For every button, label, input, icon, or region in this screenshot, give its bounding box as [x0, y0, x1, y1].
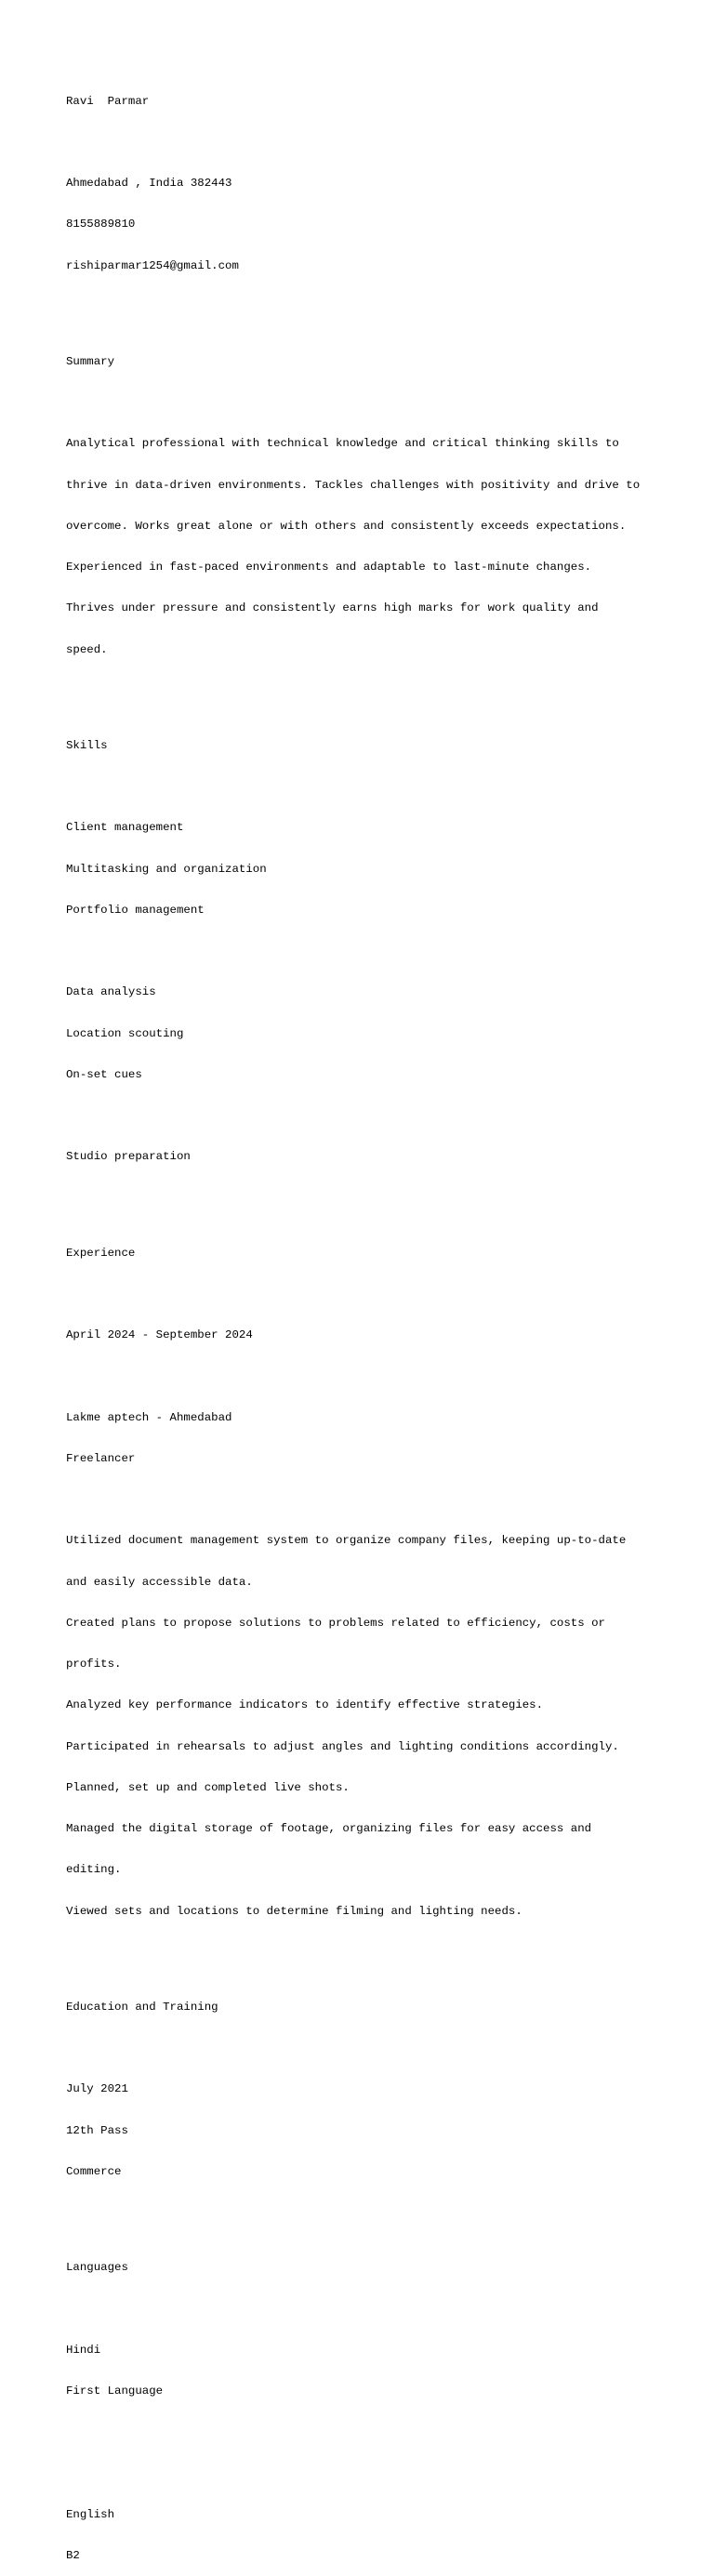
spacer	[66, 300, 680, 314]
education-level: 12th Pass	[66, 2123, 128, 2137]
language-level: B2	[66, 2548, 80, 2562]
address: Ahmedabad , India 382443	[66, 177, 232, 190]
spacer	[66, 2425, 680, 2439]
spacer	[66, 1109, 680, 1123]
spacer	[66, 2206, 680, 2220]
experience-line: and easily accessible data.	[66, 1575, 253, 1589]
language-level: First Language	[66, 2384, 164, 2398]
skill-item: Location scouting	[66, 1026, 184, 1040]
education-date: July 2021	[66, 2082, 128, 2096]
experience-role: Freelancer	[66, 1451, 136, 1465]
spacer	[66, 1946, 680, 1960]
experience-line: profits.	[66, 1658, 122, 1671]
email: rishiparmar1254@gmail.com	[66, 258, 239, 272]
experience-line: Managed the digital storage of footage, organizing files for easy access and	[66, 1822, 592, 1835]
experience-company: Lakme aptech - Ahmedabad	[66, 1410, 232, 1424]
language-name: English	[66, 2507, 115, 2521]
experience-line: Utilized document management system to organize company files, keeping up-to-date	[66, 1534, 627, 1548]
resume-document	[66, 67, 680, 2576]
skill-item: Data analysis	[66, 985, 156, 999]
summary-heading: Summary	[66, 354, 115, 368]
summary-line: Experienced in fast-paced environments and adaptable to last-minute changes.	[66, 561, 592, 574]
spacer	[66, 396, 680, 410]
spacer	[66, 945, 680, 958]
experience-line: Viewed sets and locations to determine filming and lighting needs.	[66, 1904, 522, 1918]
skill-item: Client management	[66, 821, 184, 835]
spacer	[66, 2041, 680, 2055]
summary-line: Analytical professional with technical knowledge and critical thinking skills to	[66, 437, 619, 451]
candidate-name: Ravi Parmar	[66, 94, 150, 108]
languages-heading: Languages	[66, 2261, 128, 2274]
experience-line: Participated in rehearsals to adjust angles and lighting conditions accordingly.	[66, 1739, 619, 1753]
phone: 8155889810	[66, 218, 136, 231]
spacer	[66, 780, 680, 794]
spacer	[66, 684, 680, 698]
summary-line: thrive in data-driven environments. Tackles challenges with positivity and drive to	[66, 478, 641, 492]
experience-dates: April 2024 - September 2024	[66, 1328, 253, 1341]
spacer	[66, 1369, 680, 1383]
language-name: Hindi	[66, 2343, 101, 2357]
spacer	[66, 1288, 680, 1301]
skill-item: On-set cues	[66, 1067, 142, 1081]
experience-line: Created plans to propose solutions to problems related to efficiency, costs or	[66, 1616, 605, 1630]
experience-line: Analyzed key performance indicators to identify effective strategies.	[66, 1698, 544, 1712]
spacer	[66, 2466, 680, 2480]
spacer	[66, 1192, 680, 1206]
experience-line: editing.	[66, 1863, 122, 1877]
experience-line: Planned, set up and completed live shots.	[66, 1780, 350, 1794]
spacer	[66, 136, 680, 150]
spacer	[66, 2302, 680, 2316]
education-heading: Education and Training	[66, 2000, 218, 2014]
summary-line: Thrives under pressure and consistently earns high marks for work quality and	[66, 601, 599, 615]
summary-line: speed.	[66, 642, 108, 656]
experience-heading: Experience	[66, 1246, 136, 1260]
spacer	[66, 1493, 680, 1507]
skill-item: Portfolio management	[66, 903, 205, 917]
skill-item: Studio preparation	[66, 1150, 191, 1164]
skill-item: Multitasking and organization	[66, 862, 267, 876]
summary-line: overcome. Works great alone or with others and consistently exceeds expectations.	[66, 519, 627, 533]
education-field: Commerce	[66, 2164, 122, 2178]
skills-heading: Skills	[66, 738, 108, 752]
